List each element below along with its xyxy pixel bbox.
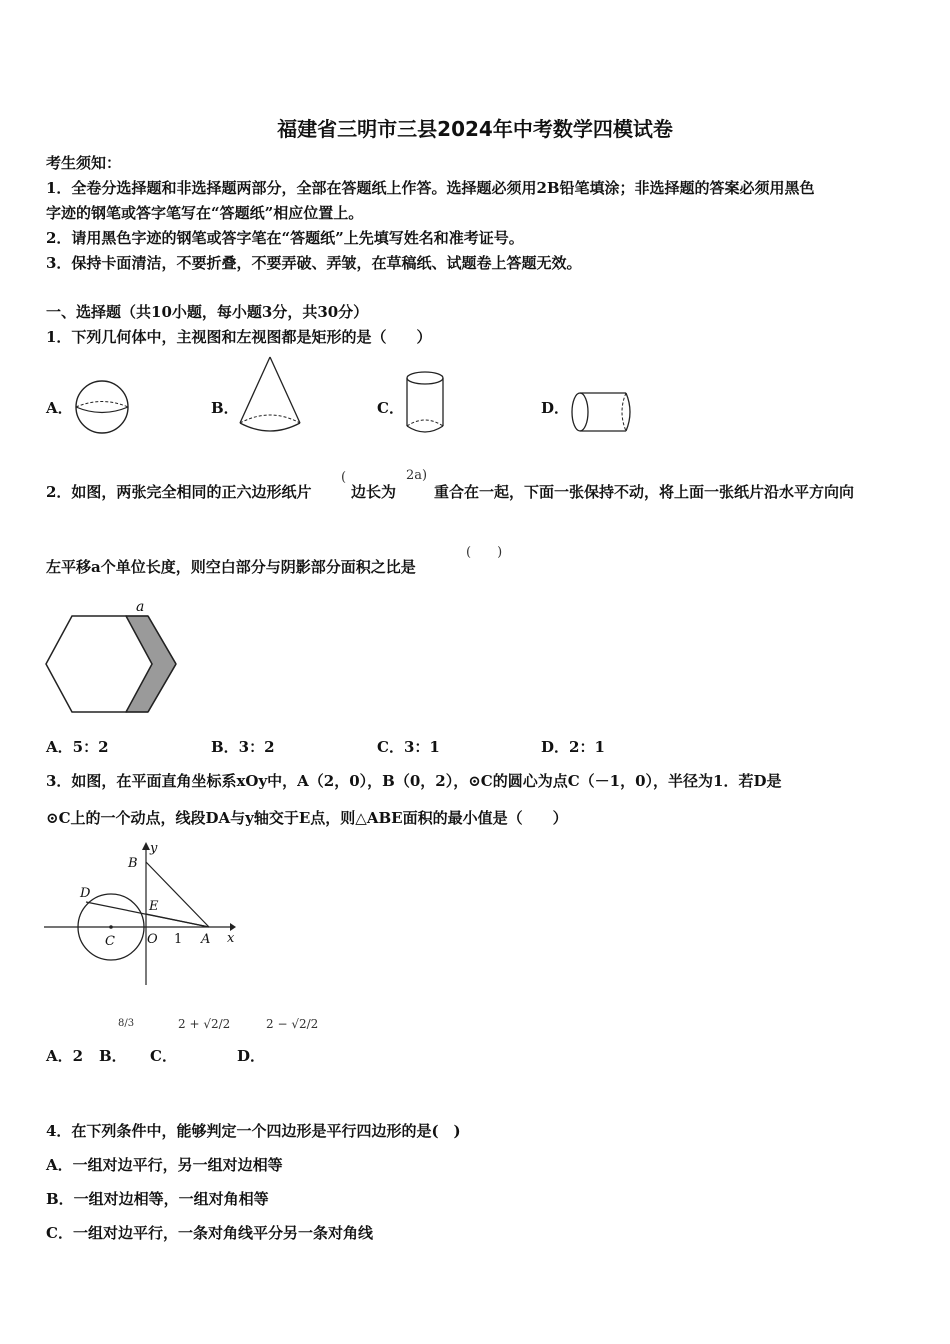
q3-option-d: D． (237, 1047, 266, 1065)
q2-answer-blank: ( ) (466, 545, 503, 560)
q2-option-d: D．2：1 (541, 738, 605, 756)
notice-line-3: 3．保持卡面清洁，不要折叠，不要弄破、弄皱，在草稿纸、试题卷上答题无效。 (46, 254, 582, 272)
q2-stem-part-a: 2．如图，两张完全相同的正六边形纸片 (46, 483, 312, 501)
q3-option-c-value: 2 + √2/2 (178, 1017, 231, 1031)
point-e-label: E (149, 899, 159, 914)
tick-1-label: 1 (174, 932, 183, 947)
q3-option-b-value: 8/3 (118, 1018, 135, 1029)
q1-option-b: B． (211, 399, 239, 417)
point-d-label: D (80, 886, 91, 901)
notice-line-1a: 1．全卷分选择题和非选择题两部分，全部在答题纸上作答。选择题必须用2B铅笔填涂；非选择题的答案必须用黑色 (46, 179, 815, 197)
q3-option-b: B． (99, 1047, 127, 1065)
q2-stem-part-d: 左平移a个单位长度，则空白部分与阴影部分面积之比是 (46, 558, 416, 576)
hexagon-shift-label: a (136, 599, 145, 615)
horizontal-cylinder-figure (568, 390, 638, 436)
q1-stem: 1．下列几何体中，主视图和左视图都是矩形的是（ ） (46, 328, 432, 346)
y-axis-label: y (150, 841, 158, 856)
q2-paren-open: ( (341, 470, 347, 485)
point-a-label: A (201, 932, 211, 947)
q3-option-d-value: 2 − √2/2 (266, 1017, 319, 1031)
q3-option-c: C． (150, 1047, 177, 1065)
q4-stem: 4．在下列条件中，能够判定一个四边形是平行四边形的是( ) (46, 1122, 461, 1140)
section-heading: 一、选择题（共10小题，每小题3分，共30分） (46, 303, 369, 321)
notice-line-2: 2．请用黑色字迹的钢笔或答字笔在“答题纸”上先填写姓名和准考证号。 (46, 229, 524, 247)
sphere-figure (72, 378, 132, 436)
page-title: 福建省三明市三县2024年中考数学四模试卷 (277, 117, 673, 141)
coordinate-figure (44, 840, 236, 988)
cone-figure (236, 355, 304, 437)
q3-stem-line-2: ⊙C上的一个动点，线段DA与y轴交于E点，则△ABE面积的最小值是（ ） (46, 809, 568, 827)
q2-option-c: C．3：1 (377, 738, 440, 756)
origin-label: O (147, 932, 158, 947)
q2-side-length: 2a) (406, 468, 428, 483)
q2-stem-part-b: 边长为 (351, 483, 397, 501)
notice-line-1b: 字迹的钢笔或答字笔写在“答题纸”相应位置上。 (46, 204, 364, 222)
q1-option-d: D． (541, 399, 570, 417)
q4-option-c: C．一组对边平行，一条对角线平分另一条对角线 (46, 1224, 373, 1242)
q3-stem-line-1: 3．如图，在平面直角坐标系xOy中，A（2，0），B（0，2），⊙C的圆心为点C（－1，0），半径为1．若D是 (46, 772, 782, 790)
point-c-label: C (105, 934, 115, 949)
q3-option-a: A．2 (46, 1047, 84, 1065)
q2-stem-part-c: 重合在一起，下面一张保持不动，将上面一张纸片沿水平方向向 (434, 483, 855, 501)
q1-option-c: C． (377, 399, 404, 417)
point-b-label: B (128, 856, 138, 871)
q2-option-a: A．5：2 (46, 738, 109, 756)
hexagon-figure (44, 596, 184, 720)
q4-option-a: A．一组对边平行，另一组对边相等 (46, 1156, 283, 1174)
q1-option-a: A． (46, 399, 73, 417)
notice-heading: 考生须知： (46, 154, 122, 172)
x-axis-label: x (227, 931, 235, 946)
q2-option-b: B．3：2 (211, 738, 275, 756)
q4-option-b: B．一组对边相等，一组对角相等 (46, 1190, 269, 1208)
cylinder-figure (403, 370, 449, 434)
